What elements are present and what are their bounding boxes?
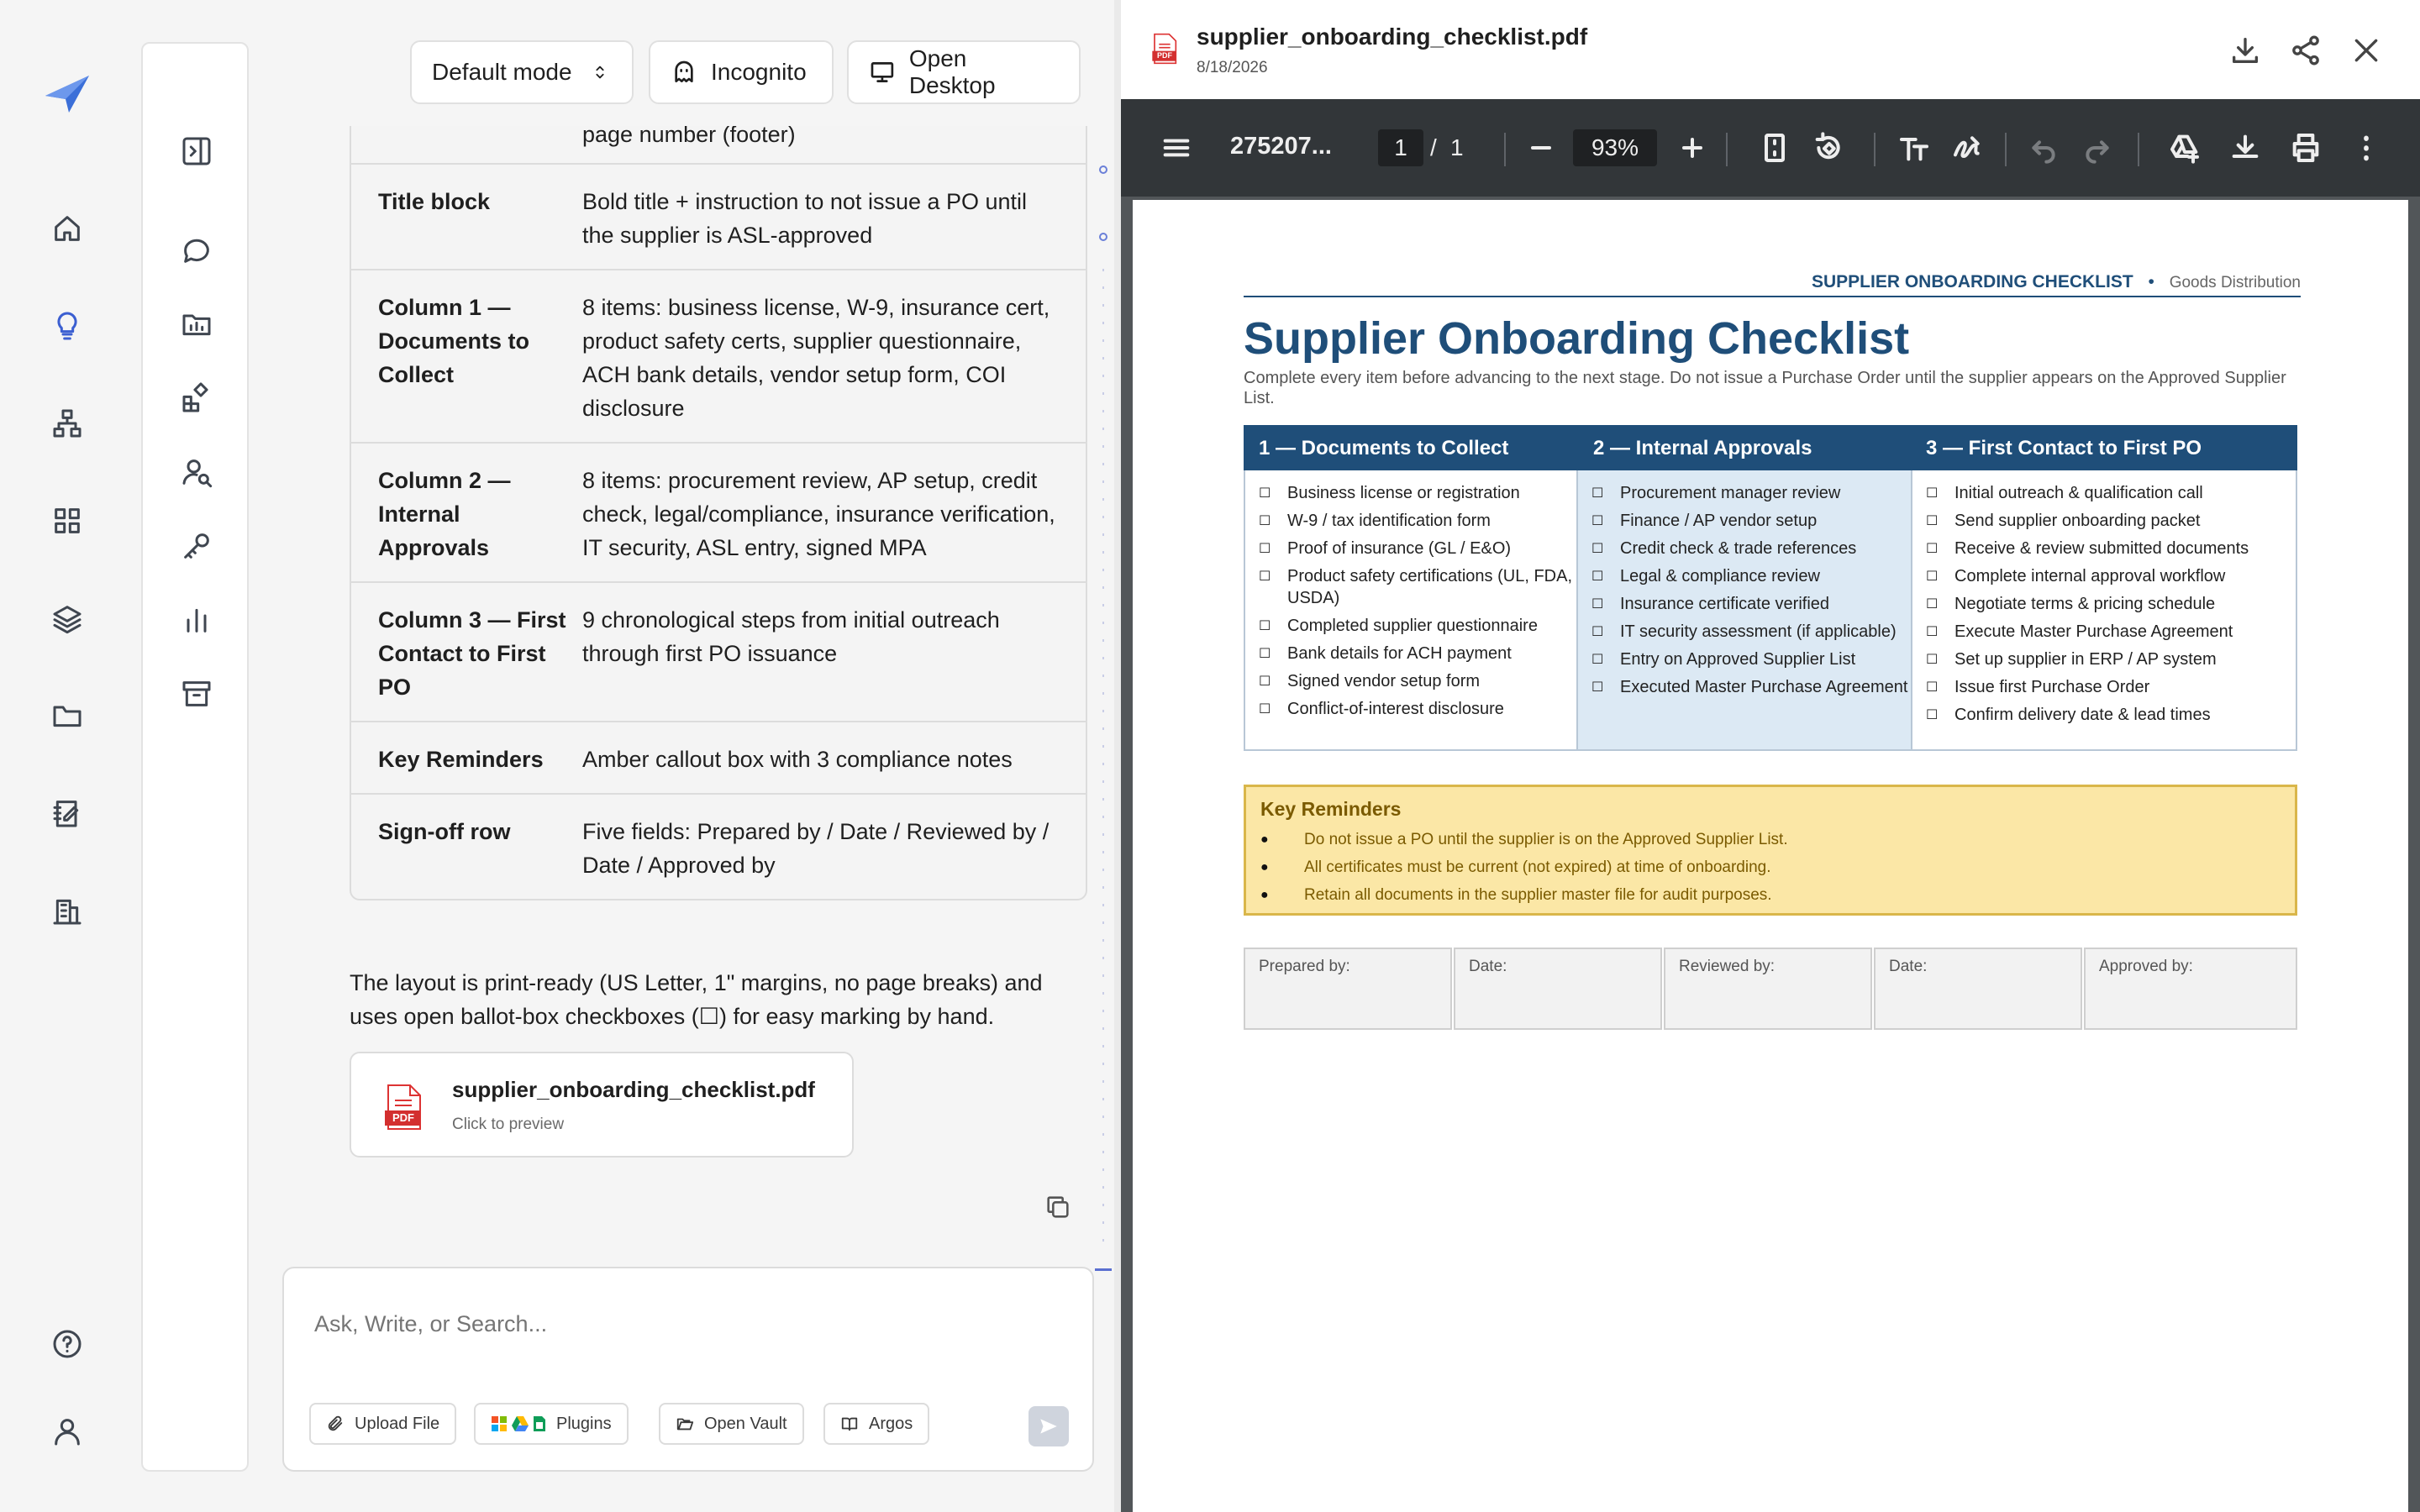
plugins-button[interactable]	[474, 1403, 629, 1445]
page-separator: /	[1430, 134, 1437, 160]
checkbox-glyph: ☐	[1259, 701, 1271, 717]
checklist-item	[1245, 538, 1576, 559]
lightbulb-icon[interactable]	[45, 304, 89, 348]
checklist-column-first-po	[1911, 470, 2297, 751]
checkbox-glyph: ☐	[1591, 679, 1604, 695]
text-size-icon[interactable]	[1897, 131, 1931, 165]
drive-save-icon[interactable]	[2168, 131, 2202, 165]
incognito-label: Incognito	[711, 59, 807, 85]
checkbox-glyph: ☐	[1926, 651, 1939, 667]
reminder-item	[1260, 830, 2269, 850]
signoff-field: Prepared by:	[1244, 948, 1452, 1030]
column-header: 2 — Internal Approvals	[1578, 425, 1911, 472]
key-reminders-title: Key Reminders	[1260, 798, 1402, 820]
checklist-item-text: IT security assessment (if applicable)	[1620, 622, 1897, 641]
share-icon[interactable]	[2289, 34, 2323, 67]
checklist-item	[1912, 648, 2296, 670]
table-cell-label	[351, 126, 582, 163]
more-options-icon[interactable]	[2349, 131, 2383, 165]
chevron-updown-icon	[591, 63, 609, 81]
checklist-item	[1578, 482, 1911, 504]
checklist-item	[1578, 676, 1911, 698]
checkbox-glyph: ☐	[1926, 568, 1939, 584]
checklist-item-text: Executed Master Purchase Agreement	[1620, 678, 1908, 696]
checkbox-glyph: ☐	[1259, 617, 1271, 633]
reminder-item	[1260, 885, 2269, 906]
checklist-item-text: Entry on Approved Supplier List	[1620, 650, 1856, 669]
page-total: 1	[1450, 134, 1464, 160]
chat-note: The layout is print-ready (US Letter, 1" margins, no page breaks) and uses open ballot-box checkboxes (☐) for easy marking by hand.	[350, 970, 1043, 1029]
plugins-label: Plugins	[556, 1414, 612, 1433]
checklist-item-text: Negotiate terms & pricing schedule	[1954, 595, 2216, 613]
checklist-item	[1578, 621, 1911, 643]
open-desktop-button[interactable]	[847, 40, 1081, 104]
table-cell-label: Column 2 — Internal Approvals	[378, 468, 511, 560]
reminder-text: Do not issue a PO until the supplier is on the Approved Supplier List.	[1304, 831, 1788, 848]
table-row	[351, 163, 1086, 269]
pdf-page	[1133, 200, 2408, 1512]
key-icon[interactable]	[176, 526, 217, 566]
checklist-item	[1912, 565, 2296, 587]
checkbox-glyph: ☐	[1926, 540, 1939, 556]
user-search-icon[interactable]	[176, 452, 217, 492]
checklist-item-text: Proof of insurance (GL / E&O)	[1287, 539, 1512, 558]
checklist-item-text: Legal & compliance review	[1620, 567, 1820, 585]
toolbar-divider	[1504, 133, 1506, 166]
checklist-item-text: Execute Master Purchase Agreement	[1954, 622, 2233, 641]
running-header-sub: Goods Distribution	[2169, 274, 2301, 291]
checklist-item-text: Conflict-of-interest disclosure	[1287, 700, 1504, 718]
toolbar-divider	[2005, 133, 2007, 166]
pdf-subtitle: Complete every item before advancing to the next stage. Do not issue a Purchase Order until the supplier appears on the Approved Supplier List.	[1244, 369, 2286, 407]
user-profile-icon[interactable]	[45, 1410, 89, 1453]
paperclip-icon	[326, 1415, 345, 1433]
table-cell-label: Key Reminders	[378, 747, 544, 772]
widgets-icon[interactable]	[176, 378, 217, 418]
toolbar-divider	[2138, 133, 2139, 166]
checklist-item-text: Set up supplier in ERP / AP system	[1954, 650, 2217, 669]
send-icon	[1038, 1415, 1060, 1437]
archive-icon[interactable]	[176, 674, 217, 714]
checklist-item-text: Credit check & trade references	[1620, 539, 1857, 558]
header-rule	[1244, 296, 2301, 297]
checkbox-glyph: ☐	[1926, 485, 1939, 501]
home-icon[interactable]	[45, 207, 89, 250]
plugin-logos-icon	[491, 1415, 546, 1432]
org-chart-icon[interactable]	[45, 402, 89, 445]
checklist-item	[1578, 593, 1911, 615]
open-vault-button[interactable]	[659, 1403, 804, 1445]
draw-icon[interactable]	[1951, 131, 1985, 165]
checkbox-glyph: ☐	[1259, 540, 1271, 556]
table-cell-desc: 8 items: procurement review, AP setup, credit check, legal/compliance, insurance verification, IT security, ASL entry, signed MPA	[582, 468, 1055, 560]
checklist-item	[1245, 698, 1576, 720]
checklist-item-text: Completed supplier questionnaire	[1287, 617, 1538, 635]
secondary-sidebar	[141, 42, 249, 1472]
checklist-item	[1578, 648, 1911, 670]
zoom-level[interactable]: 93%	[1573, 129, 1657, 166]
table-cell-desc: Five fields: Prepared by / Date / Reviewed by / Date / Approved by	[582, 819, 1050, 878]
checklist-item	[1912, 482, 2296, 504]
checklist-item	[1578, 538, 1911, 559]
layers-icon[interactable]	[45, 596, 89, 640]
reminder-bullet: ●	[1260, 832, 1269, 847]
table-cell-label: Title block	[378, 189, 491, 214]
running-header-dot: •	[2148, 272, 2154, 291]
table-cell-desc: Amber callout box with 3 compliance notes	[582, 747, 1013, 772]
document-id: 275207...	[1230, 133, 1332, 160]
upload-file-label: Upload File	[355, 1414, 440, 1433]
menu-icon[interactable]	[1160, 131, 1193, 165]
signoff-field: Date:	[1874, 948, 2082, 1030]
chat-messages	[350, 126, 1087, 1252]
column-header: 3 — First Contact to First PO	[1911, 425, 2297, 472]
open-vault-label: Open Vault	[704, 1414, 787, 1433]
checklist-item-text: W-9 / tax identification form	[1287, 512, 1491, 530]
expand-panel-icon[interactable]	[176, 131, 217, 171]
table-cell-desc: 9 chronological steps from initial outreach through first PO issuance	[582, 607, 1000, 666]
download-icon[interactable]	[2228, 131, 2262, 165]
argos-button[interactable]	[823, 1403, 929, 1445]
checklist-item-text: Finance / AP vendor setup	[1620, 512, 1818, 530]
zoom-in-icon[interactable]	[1676, 131, 1709, 165]
undo-icon[interactable]	[2027, 131, 2060, 165]
checklist-item-text: Bank details for ACH payment	[1287, 644, 1512, 663]
preview-filename: supplier_onboarding_checklist.pdf	[1197, 24, 1588, 50]
chat-input[interactable]	[314, 1299, 1054, 1349]
checkbox-glyph: ☐	[1591, 651, 1604, 667]
upload-file-button[interactable]	[309, 1403, 456, 1445]
table-cell-label: Sign-off row	[378, 819, 511, 844]
notebook-edit-icon[interactable]	[45, 791, 89, 835]
checklist-item	[1912, 538, 2296, 559]
table-row	[351, 581, 1086, 721]
download-icon[interactable]	[2228, 34, 2262, 67]
rotate-icon[interactable]	[1812, 131, 1845, 165]
layout-summary-table	[350, 126, 1087, 900]
preview-header	[1121, 0, 2420, 99]
zoom-out-icon[interactable]	[1524, 131, 1558, 165]
file-attachment-card[interactable]	[350, 1052, 854, 1158]
pdf-toolbar	[1121, 99, 2420, 197]
file-name: supplier_onboarding_checklist.pdf	[452, 1077, 815, 1102]
bar-chart-icon[interactable]	[176, 600, 217, 640]
checkbox-glyph: ☐	[1259, 512, 1271, 528]
fit-page-icon[interactable]	[1758, 131, 1791, 165]
checklist-item-text: Insurance certificate verified	[1620, 595, 1830, 613]
checklist-item	[1245, 510, 1576, 532]
column-header: 1 — Documents to Collect	[1244, 425, 1578, 472]
table-row	[351, 721, 1086, 793]
checkbox-glyph: ☐	[1259, 645, 1271, 661]
book-icon	[840, 1415, 859, 1433]
pdf-file-icon	[1151, 32, 1178, 66]
signoff-field: Reviewed by:	[1664, 948, 1872, 1030]
mode-select-label: Default mode	[432, 59, 572, 85]
pdf-badge: PDF	[1157, 51, 1172, 60]
checklist-item	[1245, 670, 1576, 692]
checklist-item-text: Complete internal approval workflow	[1954, 567, 2226, 585]
checkbox-glyph: ☐	[1591, 623, 1604, 639]
checkbox-glyph: ☐	[1926, 596, 1939, 612]
checklist-item-text: Confirm delivery date & lead times	[1954, 706, 2211, 724]
checklist-item	[1245, 615, 1576, 637]
running-header	[1133, 272, 2301, 292]
close-icon[interactable]	[2349, 34, 2383, 67]
table-cell-desc: Bold title + instruction to not issue a PO until the supplier is ASL-approved	[582, 189, 1028, 248]
checklist-item	[1912, 593, 2296, 615]
page-number-input[interactable]: 1	[1378, 129, 1423, 166]
apps-grid-icon[interactable]	[45, 499, 89, 543]
table-row	[351, 442, 1086, 581]
checklist-item	[1245, 482, 1576, 504]
checkbox-glyph: ☐	[1926, 512, 1939, 528]
pdf-canvas[interactable]	[1121, 197, 2420, 1512]
checkbox-glyph: ☐	[1591, 540, 1604, 556]
incognito-button[interactable]	[649, 40, 834, 104]
running-header-title: SUPPLIER ONBOARDING CHECKLIST	[1811, 272, 2133, 291]
checkbox-glyph: ☐	[1926, 706, 1939, 722]
ghost-icon	[671, 59, 697, 86]
table-cell-label: Column 1 — Documents to Collect	[378, 295, 530, 387]
checklist-item-text: Issue first Purchase Order	[1954, 678, 2150, 696]
folder-chart-icon[interactable]	[176, 304, 217, 344]
table-cell-desc: 8 items: business license, W-9, insurance cert, product safety certs, supplier questionnaire, ACH bank details, vendor setup form, COI disclosure	[582, 295, 1050, 421]
table-row	[351, 793, 1086, 899]
checkbox-glyph: ☐	[1591, 568, 1604, 584]
redo-icon[interactable]	[2081, 131, 2114, 165]
checklist-item	[1578, 510, 1911, 532]
reminder-text: All certificates must be current (not expired) at time of onboarding.	[1304, 858, 1771, 876]
checkbox-glyph: ☐	[1259, 568, 1271, 584]
checklist-item-text: Procurement manager review	[1620, 484, 1841, 502]
checkbox-glyph: ☐	[1591, 512, 1604, 528]
table-cell-desc: page number (footer)	[582, 126, 796, 147]
preview-date: 8/18/2026	[1197, 59, 1268, 76]
toolbar-divider	[1874, 133, 1876, 166]
desktop-icon	[869, 59, 896, 86]
panel-divider[interactable]	[1114, 0, 1121, 1512]
help-icon[interactable]	[45, 1322, 89, 1366]
copy-icon[interactable]	[1044, 1193, 1072, 1221]
checkbox-glyph: ☐	[1591, 485, 1604, 501]
table-row	[351, 126, 1086, 163]
checklist-column-approvals	[1578, 470, 1911, 751]
chat-icon[interactable]	[176, 230, 217, 270]
checkbox-glyph: ☐	[1926, 679, 1939, 695]
checklist-item	[1245, 565, 1576, 609]
reminder-bullet: ●	[1260, 860, 1269, 874]
chat-input-box	[282, 1267, 1094, 1472]
table-row	[351, 269, 1086, 442]
open-desktop-label: Open Desktop	[908, 45, 996, 98]
folder-icon[interactable]	[45, 694, 89, 738]
checkbox-glyph: ☐	[1591, 596, 1604, 612]
checklist-item-text: Signed vendor setup form	[1287, 672, 1481, 690]
reminder-text: Retain all documents in the supplier master file for audit purposes.	[1304, 886, 1772, 904]
pdf-badge: PDF	[392, 1111, 414, 1124]
checklist-item-text: Initial outreach & qualification call	[1954, 484, 2203, 502]
checklist-column-documents	[1244, 470, 1578, 751]
checklist-item	[1912, 621, 2296, 643]
checklist-item	[1912, 704, 2296, 726]
pdf-preview-panel	[1121, 0, 2420, 1512]
building-icon[interactable]	[45, 889, 89, 932]
signoff-field: Date:	[1454, 948, 1662, 1030]
send-button[interactable]	[1028, 1406, 1069, 1446]
table-cell-label: Column 3 — First Contact to First PO	[378, 607, 566, 700]
key-reminders-list	[1260, 830, 2269, 913]
checklist-item-text: Business license or registration	[1287, 484, 1520, 502]
checklist-item	[1912, 676, 2296, 698]
checklist-item-text: Receive & review submitted documents	[1954, 539, 2249, 558]
checkbox-glyph: ☐	[1259, 673, 1271, 689]
print-icon[interactable]	[2289, 131, 2323, 165]
left-rail	[0, 0, 134, 1512]
signoff-field: Approved by:	[2084, 948, 2297, 1030]
checklist-item	[1578, 565, 1911, 587]
checklist-item-text: Product safety certifications (UL, FDA, USDA)	[1287, 567, 1573, 607]
checklist-item	[1912, 510, 2296, 532]
folder-open-icon	[676, 1415, 694, 1433]
checkbox-glyph: ☐	[1926, 623, 1939, 639]
mode-select[interactable]	[410, 40, 634, 104]
toolbar-divider	[1726, 133, 1728, 166]
scroll-timeline[interactable]	[1092, 160, 1114, 1285]
argos-label: Argos	[869, 1414, 913, 1433]
checklist-item-text: Send supplier onboarding packet	[1954, 512, 2201, 530]
app-logo[interactable]	[42, 71, 92, 118]
reminder-item	[1260, 858, 2269, 878]
checklist-item	[1245, 643, 1576, 664]
file-hint: Click to preview	[452, 1116, 565, 1133]
pdf-file-icon	[383, 1084, 424, 1131]
reminder-bullet: ●	[1260, 888, 1269, 902]
pdf-title: Supplier Onboarding Checklist	[1244, 313, 1910, 364]
checkbox-glyph: ☐	[1259, 485, 1271, 501]
